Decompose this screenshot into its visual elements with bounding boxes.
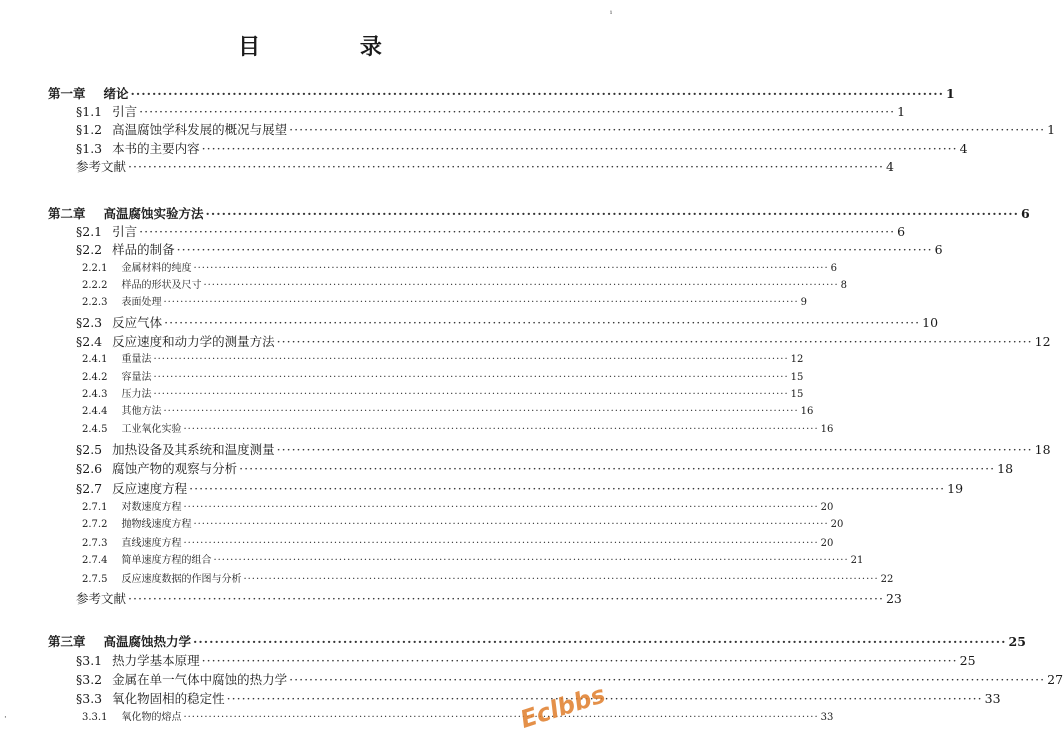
dot-leader — [163, 404, 798, 420]
entry-title: 参考文献 — [76, 159, 127, 174]
entry-title: 抛物线速度方程 — [121, 519, 192, 530]
entry-number: §2.7 — [76, 481, 103, 496]
entry-title: 腐蚀产物的观察与分析 — [112, 461, 238, 476]
toc-section-entry — [0, 141, 968, 157]
dot-leader — [183, 710, 818, 726]
entry-title: 反应速度和动力学的测量方法 — [112, 334, 275, 349]
entry-number: §2.4 — [76, 334, 103, 349]
dot-leader — [239, 461, 995, 477]
entry-page-number: 6 — [830, 263, 837, 274]
entry-page-number: 21 — [850, 555, 864, 566]
entry-number: 第一章 — [48, 86, 86, 101]
dot-leader — [183, 500, 818, 516]
dot-leader — [189, 481, 945, 497]
entry-page-number: 16 — [820, 424, 834, 435]
entry-page-number: 6 — [897, 224, 906, 239]
entry-title: 引言 — [112, 224, 138, 239]
entry-number: §1.3 — [76, 141, 103, 156]
toc-subsection-entry — [0, 370, 804, 386]
toc-subsection-entry — [0, 572, 894, 588]
entry-number: 2.4.1 — [82, 354, 108, 365]
toc-subsection-entry — [0, 261, 837, 277]
dot-leader — [193, 634, 1006, 650]
toc-section-entry — [0, 461, 1014, 477]
entry-number: 2.2.2 — [82, 280, 108, 291]
entry-title: 表面处理 — [121, 297, 162, 308]
dot-leader — [213, 553, 848, 569]
entry-title: 氧化物固相的稳定性 — [112, 691, 225, 706]
entry-page-number: 19 — [947, 481, 964, 496]
entry-title: 对数速度方程 — [121, 502, 182, 513]
dot-leader — [206, 206, 1019, 222]
dot-leader — [139, 104, 895, 120]
page-title: 目 录 — [238, 34, 428, 60]
entry-title: 绪论 — [103, 86, 129, 101]
entry-number: 2.4.2 — [82, 372, 108, 383]
toc-section-entry — [0, 334, 1051, 350]
toc-subsection-entry — [0, 422, 834, 438]
entry-page-number: 12 — [790, 354, 804, 365]
toc-subsection-entry — [0, 536, 834, 552]
toc-subsection-entry — [0, 500, 834, 516]
entry-page-number: 12 — [1034, 334, 1051, 349]
entry-page-number: 20 — [820, 502, 834, 513]
entry-number: §3.1 — [76, 653, 103, 668]
entry-number: 2.4.4 — [82, 406, 108, 417]
entry-title: 样品的制备 — [112, 242, 175, 257]
entry-page-number: 20 — [820, 538, 834, 549]
entry-number: §1.1 — [76, 104, 103, 119]
dot-leader — [202, 141, 958, 157]
entry-page-number: 27 — [1047, 672, 1063, 687]
entry-page-number: 1 — [897, 104, 906, 119]
entry-page-number: 15 — [790, 372, 804, 383]
entry-title: 高温腐蚀热力学 — [103, 634, 192, 649]
entry-number: §2.2 — [76, 242, 103, 257]
entry-page-number: 6 — [1021, 206, 1030, 221]
entry-number: §2.1 — [76, 224, 103, 239]
dot-leader — [164, 315, 920, 331]
dot-leader — [128, 591, 884, 607]
entry-number: §3.3 — [76, 691, 103, 706]
entry-title: 加热设备及其系统和温度测量 — [112, 442, 275, 457]
entry-title: 重量法 — [121, 354, 152, 365]
entry-title: 参考文献 — [76, 591, 127, 606]
entry-title: 金属在单一气体中腐蚀的热力学 — [112, 672, 288, 687]
toc-subsection-entry — [0, 278, 847, 294]
entry-number: 2.2.3 — [82, 297, 108, 308]
entry-page-number: 20 — [830, 519, 844, 530]
entry-title: 反应速度方程 — [112, 481, 188, 496]
entry-title: 金属材料的纯度 — [121, 263, 192, 274]
dot-leader — [203, 278, 838, 294]
entry-title: 样品的形状及尺寸 — [121, 280, 202, 291]
entry-title: 高温腐蚀学科发展的概况与展望 — [112, 122, 288, 137]
entry-title: 本书的主要内容 — [112, 141, 200, 156]
entry-title: 高温腐蚀实验方法 — [103, 206, 204, 221]
dot-leader — [153, 387, 788, 403]
entry-number: 第三章 — [48, 634, 86, 649]
entry-title: 氧化物的熔点 — [121, 712, 182, 723]
entry-title: 反应气体 — [112, 315, 163, 330]
entry-number: §3.2 — [76, 672, 103, 687]
toc-subsection-entry — [0, 387, 804, 403]
dot-leader — [243, 572, 878, 588]
corner-mark: ᵢ — [609, 6, 612, 17]
entry-number: 2.7.1 — [82, 502, 108, 513]
edge-mark: · — [4, 713, 7, 723]
entry-page-number: 33 — [820, 712, 834, 723]
entry-page-number: 16 — [800, 406, 814, 417]
dot-leader — [277, 442, 1033, 458]
toc-subsection-entry — [0, 404, 814, 420]
entry-number: §2.5 — [76, 442, 103, 457]
dot-leader — [153, 352, 788, 368]
toc-section-entry — [0, 481, 964, 497]
entry-number: 3.3.1 — [82, 712, 108, 723]
toc-subsection-entry — [0, 553, 864, 569]
toc-section-entry — [0, 224, 906, 240]
entry-page-number: 25 — [1008, 634, 1026, 649]
entry-page-number: 1 — [946, 86, 955, 101]
entry-number: 2.4.5 — [82, 424, 108, 435]
dot-leader — [202, 653, 958, 669]
entry-number: 2.7.5 — [82, 574, 108, 585]
dot-leader — [183, 536, 818, 552]
entry-title: 热力学基本原理 — [112, 653, 200, 668]
entry-page-number: 8 — [840, 280, 847, 291]
dot-leader — [131, 86, 944, 102]
entry-number: §2.6 — [76, 461, 103, 476]
entry-title: 压力法 — [121, 389, 152, 400]
toc-chapter-entry — [0, 206, 1030, 222]
dot-leader — [183, 422, 818, 438]
entry-number: 2.4.3 — [82, 389, 108, 400]
watermark-logo: Eclbbs — [516, 680, 609, 734]
entry-page-number: 18 — [1034, 442, 1051, 457]
entry-page-number: 6 — [934, 242, 943, 257]
toc-subsection-entry — [0, 710, 834, 726]
dot-leader — [193, 261, 828, 277]
entry-number: §2.3 — [76, 315, 103, 330]
entry-title: 引言 — [112, 104, 138, 119]
entry-page-number: 22 — [880, 574, 894, 585]
entry-page-number: 18 — [997, 461, 1014, 476]
dot-leader — [153, 370, 788, 386]
entry-page-number: 1 — [1047, 122, 1056, 137]
entry-page-number: 4 — [885, 159, 894, 174]
toc-section-entry — [0, 122, 1056, 138]
entry-page-number: 33 — [984, 691, 1001, 706]
toc-subsection-entry — [0, 295, 807, 311]
entry-number: 第二章 — [48, 206, 86, 221]
entry-number: §1.2 — [76, 122, 103, 137]
toc-section-entry — [0, 159, 894, 175]
toc-section-entry — [0, 442, 1051, 458]
toc-subsection-entry — [0, 517, 844, 533]
dot-leader — [177, 242, 933, 258]
dot-leader — [277, 334, 1033, 350]
entry-page-number: 23 — [885, 591, 902, 606]
entry-page-number: 4 — [959, 141, 968, 156]
toc-subsection-entry — [0, 352, 804, 368]
toc-chapter-entry — [0, 86, 955, 102]
toc-section-entry — [0, 242, 943, 258]
entry-number: 2.2.1 — [82, 263, 108, 274]
entry-title: 工业氧化实验 — [121, 424, 182, 435]
toc-section-entry — [0, 315, 939, 331]
dot-leader — [289, 122, 1045, 138]
entry-page-number: 15 — [790, 389, 804, 400]
dot-leader — [139, 224, 895, 240]
entry-title: 反应速度数据的作图与分析 — [121, 574, 242, 585]
entry-page-number: 25 — [959, 653, 976, 668]
dot-leader — [193, 517, 828, 533]
toc-chapter-entry — [0, 634, 1026, 650]
dot-leader — [163, 295, 798, 311]
entry-number: 2.7.4 — [82, 555, 108, 566]
entry-title: 其他方法 — [121, 406, 162, 417]
toc-section-entry — [0, 104, 906, 120]
entry-title: 简单速度方程的组合 — [121, 555, 212, 566]
dot-leader — [128, 159, 884, 175]
entry-number: 2.7.3 — [82, 538, 108, 549]
entry-page-number: 10 — [922, 315, 939, 330]
entry-number: 2.7.2 — [82, 519, 108, 530]
entry-page-number: 9 — [800, 297, 807, 308]
dot-leader — [289, 672, 1045, 688]
entry-title: 直线速度方程 — [121, 538, 182, 549]
toc-section-entry — [0, 591, 902, 607]
entry-title: 容量法 — [121, 372, 152, 383]
toc-section-entry — [0, 653, 976, 669]
